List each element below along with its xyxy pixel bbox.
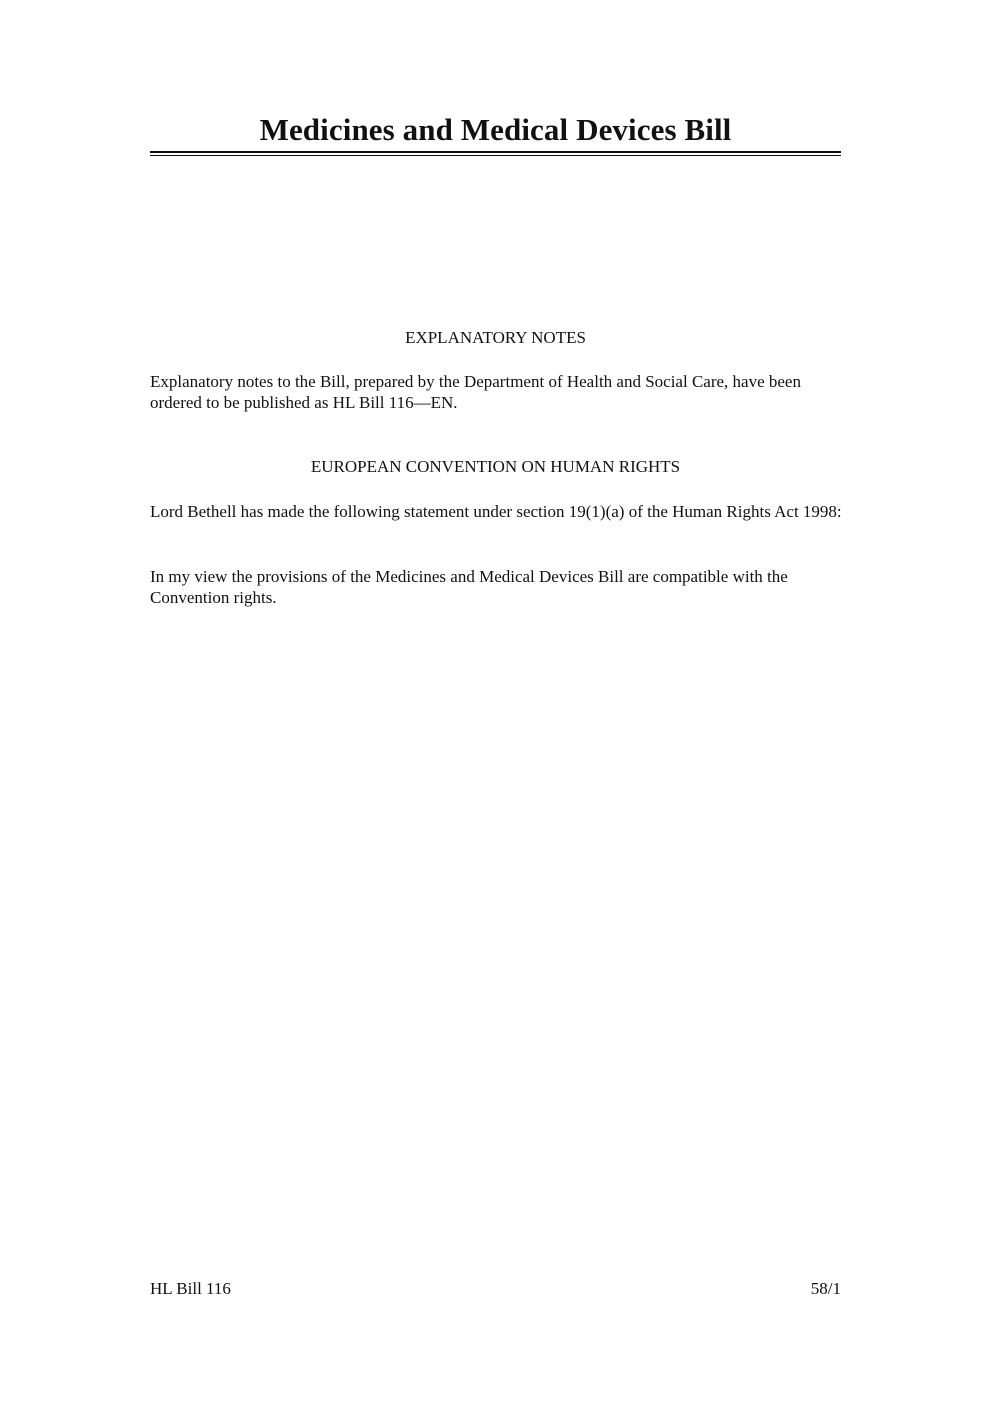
section-heading-echr: EUROPEAN CONVENTION ON HUMAN RIGHTS — [310, 457, 681, 476]
echr-compatibility-paragraph: In my view the provisions of the Medicines and Medical Devices Bill are compatible with the Convention rights. — [150, 567, 788, 607]
echr-statement-paragraph: Lord Bethell has made the following statement under section 19(1)(a) of the Human Rights Act 1998: — [150, 502, 842, 521]
footer-bill-reference: HL Bill 116 — [150, 1279, 231, 1298]
footer-page-reference: 58/1 — [810, 1279, 841, 1298]
section-heading-explanatory-notes: EXPLANATORY NOTES — [405, 328, 586, 347]
explanatory-notes-paragraph: Explanatory notes to the Bill, prepared by the Department of Health and Social Care, have been ordered to be published as HL Bill 116—EN. — [150, 372, 801, 412]
page-title: Medicines and Medical Devices Bill — [259, 112, 732, 147]
title-double-rule — [150, 151, 841, 156]
